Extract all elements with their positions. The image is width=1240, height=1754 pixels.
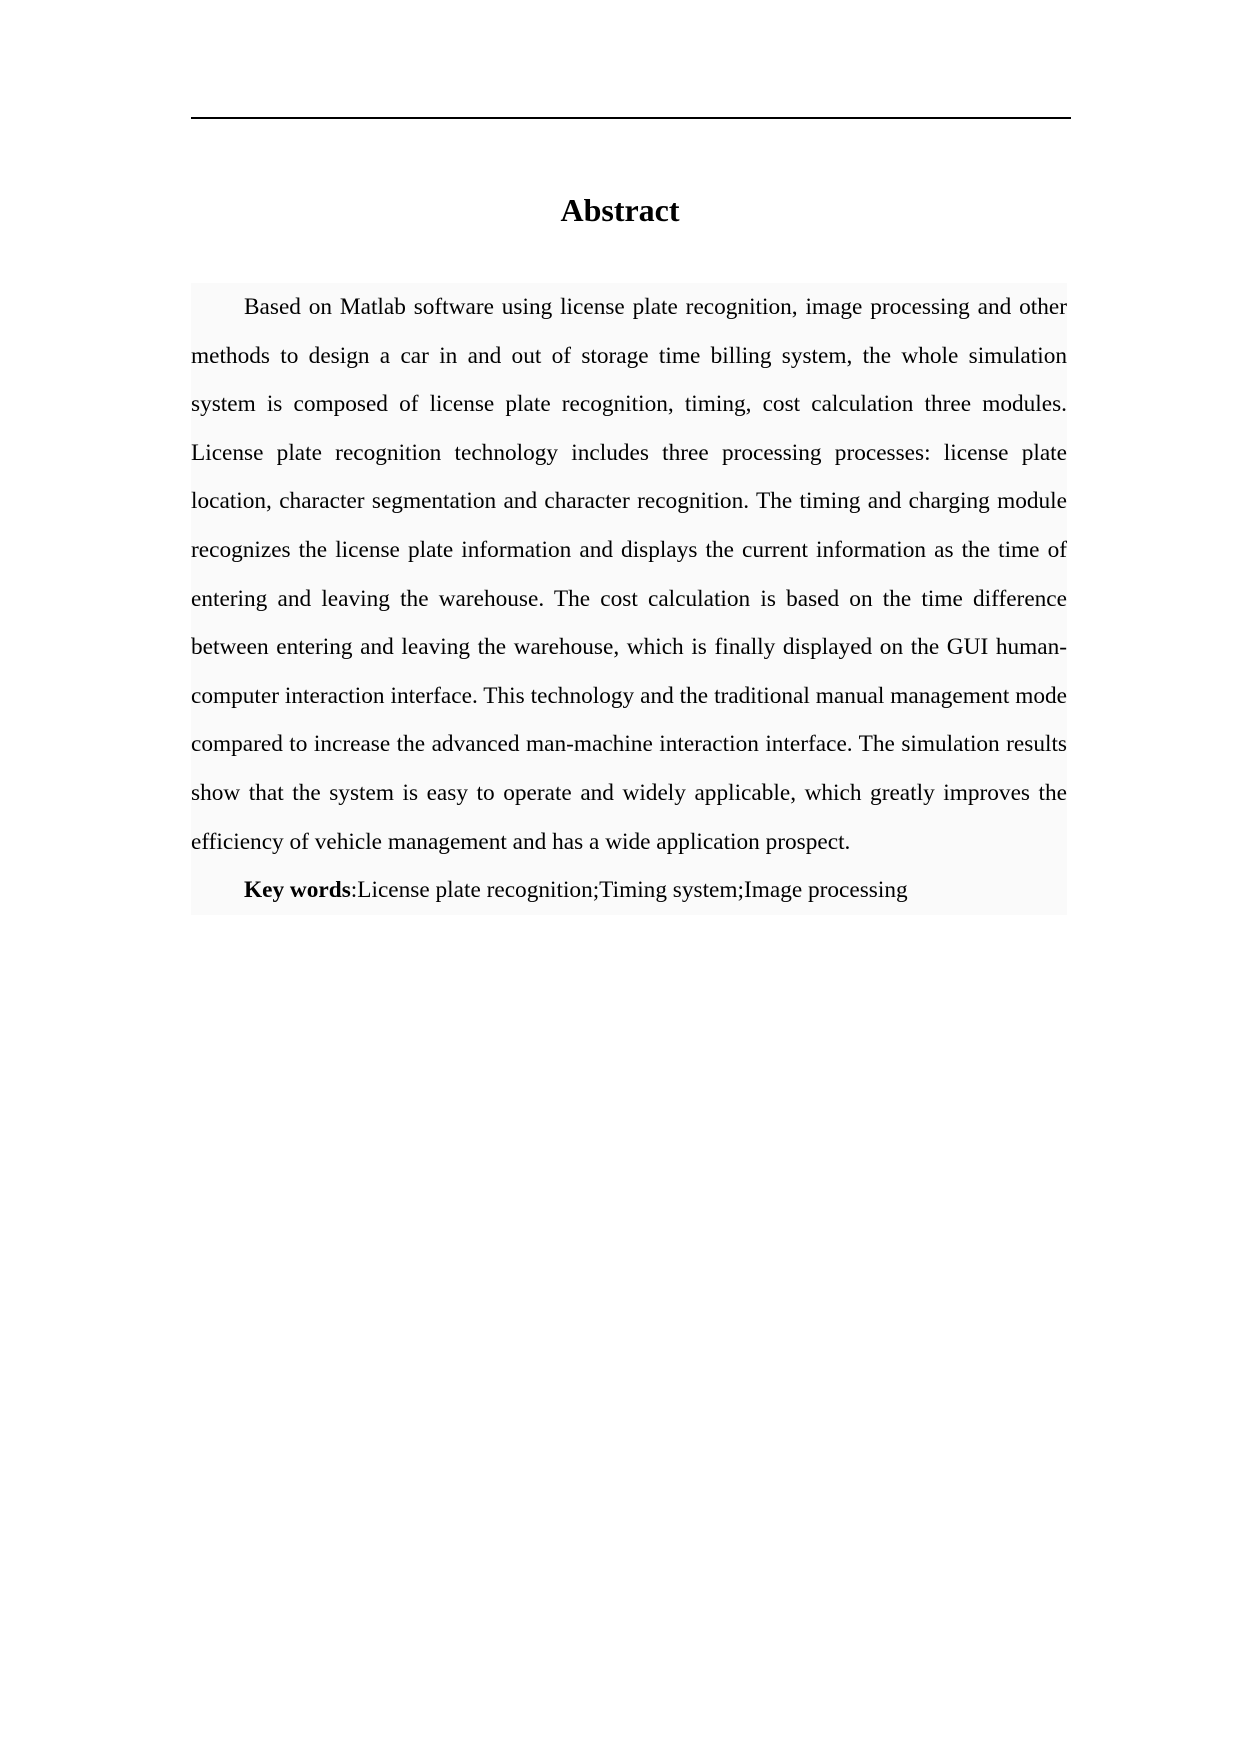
keywords-text: :License plate recognition;Timing system;Image processing xyxy=(350,877,908,904)
page-title: Abstract xyxy=(560,192,680,228)
keywords-line xyxy=(191,866,1067,915)
keywords-label: Key words xyxy=(244,877,351,904)
abstract-paragraph: Based on Matlab software using license plate recognition, image processing and other methods to design a car in and out of storage time billing system, the whole simulation system is composed of license plate recognition, timing, cost calculation three modules. License plate recognition technology includes three processing processes: license plate location, character segmentation and character recognition. The timing and charging module recognizes the license plate information and displays the current information as the time of entering and leaving the warehouse. The cost calculation is based on the time difference between entering and leaving the warehouse, which is finally displayed on the GUI human-computer interaction interface. This technology and the traditional manual management mode compared to increase the advanced man-machine interaction interface. The simulation results show that the system is easy to operate and widely applicable, which greatly improves the efficiency of vehicle management and has a wide application prospect. xyxy=(191,283,1067,866)
header-rule xyxy=(191,117,1071,119)
abstract-section xyxy=(191,283,1067,915)
